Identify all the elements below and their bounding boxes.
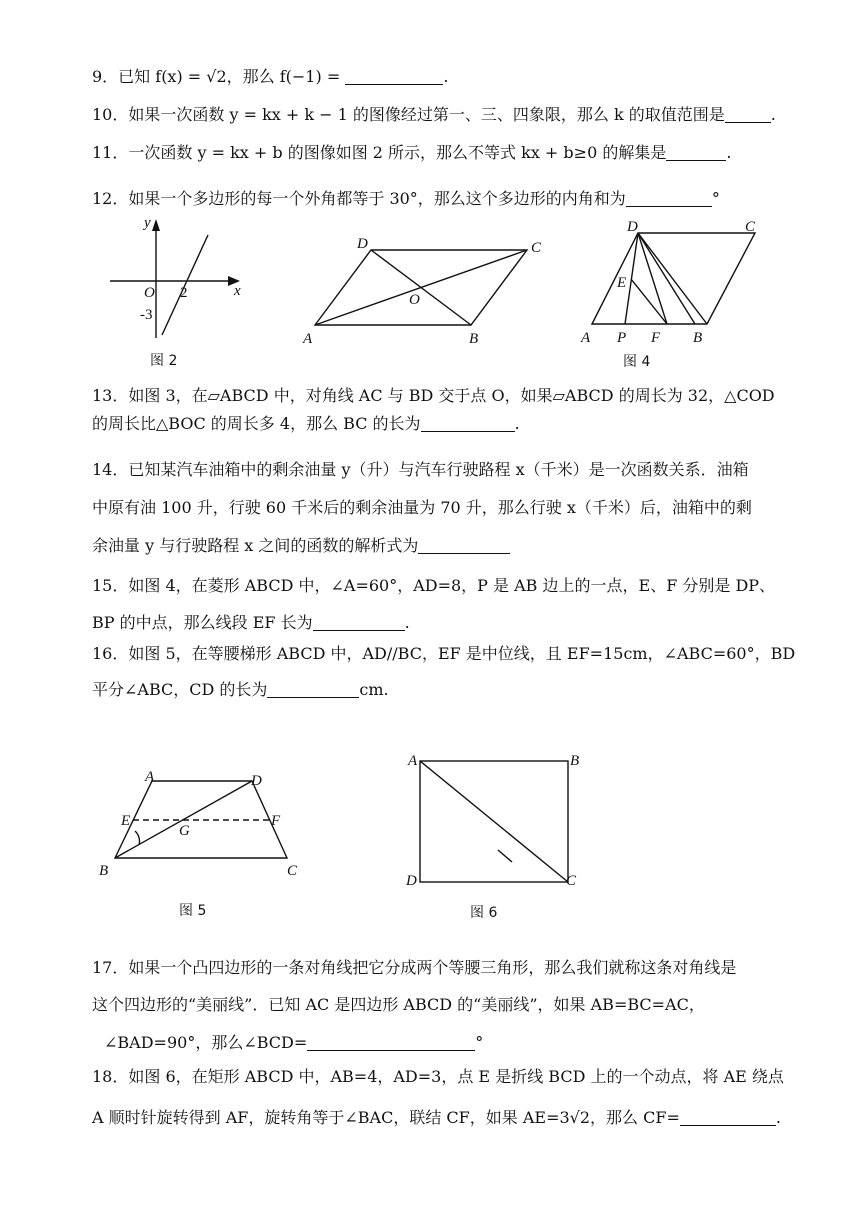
question-15-line-2: BP 的中点，那么线段 EF 长为 . — [92, 613, 410, 632]
answer-blank-15[interactable] — [313, 614, 405, 631]
question-14-line-3: 余油量 y 与行驶路程 x 之间的函数的解析式为 — [92, 535, 510, 557]
angle-mark — [135, 831, 140, 845]
question-18-line-2: A 顺时针旋转得到 AF，旋转角等于∠BAC，联结 CF，如果 AE=3√2，那么 CF= . — [92, 1108, 781, 1127]
segment-df — [638, 233, 667, 324]
question-12: 12．如果一个多边形的每一个外角都等于 30°，那么这个多边形的内角和为 ° — [92, 189, 720, 208]
figure-2-caption: 图 2 — [150, 353, 178, 369]
point-f-label: F — [271, 813, 281, 829]
answer-blank-16[interactable] — [267, 681, 359, 698]
vertex-d-label: D — [357, 236, 368, 252]
figure-6-caption: 图 6 — [470, 905, 498, 921]
point-f-label: F — [651, 330, 661, 346]
vertex-c-label: C — [566, 873, 577, 889]
question-13-line-1: 13．如图 3，在▱ABCD 中，对角线 AC 与 BD 交于点 O，如果▱ABCD 的周长为 32，△COD — [92, 386, 775, 405]
question-14-line-1: 14．已知某汽车油箱中的剩余油量 y（升）与汽车行驶路程 x（千米）是一次函数关系．油箱 — [92, 460, 749, 479]
answer-blank-12[interactable] — [626, 190, 712, 207]
point-p-label: P — [617, 330, 627, 346]
figure-2 — [100, 205, 250, 370]
origin-label: O — [144, 285, 155, 301]
vertex-d-label: D — [627, 219, 638, 235]
vertex-d-label: D — [251, 773, 262, 789]
vertex-c-label: C — [745, 219, 756, 235]
question-17-line-2: 这个四边形的“美丽线”．已知 AC 是四边形 ABCD 的“美丽线”，如果 AB=BC=AC， — [92, 995, 705, 1014]
question-16-line-1: 16．如图 5，在等腰梯形 ABCD 中，AD//BC，EF 是中位线，且 EF=15cm，∠ABC=60°，BD — [92, 644, 796, 663]
segment-ef — [631, 279, 667, 324]
diagonal-bd — [371, 250, 471, 325]
intersection-o-label: O — [409, 292, 420, 308]
question-17-line-1: 17．如果一个凸四边形的一条对角线把它分成两个等腰三角形，那么我们就称这条对角线是 — [92, 958, 737, 977]
x-axis-label: x — [234, 283, 241, 299]
question-10: 10．如果一次函数 y = kx + k − 1 的图像经过第一、三、四象限，那么 k 的取值范围是 . — [92, 105, 776, 124]
figure-5 — [95, 765, 315, 925]
vertex-b-label: B — [570, 753, 580, 769]
vertex-d-label: D — [406, 873, 417, 889]
question-9: 9．已知 f(x) = √2，那么 f(−1) = . — [92, 67, 449, 86]
y-intercept-label: -3 — [140, 307, 153, 323]
question-13-line-2: 的周长比△BOC 的周长多 4，那么 BC 的长为 . — [92, 414, 520, 433]
vertex-a-label: A — [145, 769, 155, 785]
vertex-a-label: A — [581, 330, 591, 346]
point-e-label: E — [121, 813, 131, 829]
vertex-c-label: C — [531, 240, 542, 256]
answer-blank-13[interactable] — [421, 415, 515, 432]
diagonal-db — [638, 233, 707, 324]
answer-blank-17[interactable] — [307, 1034, 475, 1051]
answer-blank-9[interactable] — [345, 68, 443, 85]
trapezoid-abcd — [115, 781, 287, 858]
figure-4-caption: 图 4 — [623, 354, 651, 370]
question-17-line-3: ∠BAD=90°，那么∠BCD= ° — [104, 1033, 484, 1052]
figure-5-caption: 图 5 — [179, 903, 207, 919]
tick-mark — [498, 850, 512, 862]
vertex-b-label: B — [469, 331, 479, 347]
y-axis-label: y — [144, 215, 151, 231]
answer-blank-14[interactable] — [418, 537, 510, 554]
point-g-label: G — [179, 823, 190, 839]
question-16-line-2: 平分∠ABC，CD 的长为 cm. — [92, 680, 389, 699]
point-e-label: E — [617, 275, 627, 291]
vertex-c-label: C — [287, 863, 298, 879]
segment-inner — [638, 233, 695, 324]
answer-blank-10[interactable] — [725, 106, 771, 123]
vertex-a-label: A — [408, 753, 418, 769]
answer-blank-18[interactable] — [680, 1109, 776, 1126]
diagonal-ac — [420, 761, 568, 882]
figure-3 — [295, 232, 555, 347]
vertex-a-label: A — [303, 331, 313, 347]
question-14-line-2: 中原有油 100 升，行驶 60 千米后的剩余油量为 70 升，那么行驶 x（千米）后，油箱中的剩 — [92, 498, 752, 517]
x-intercept-label: 2 — [180, 285, 188, 301]
question-18-line-1: 18．如图 6，在矩形 ABCD 中，AB=4，AD=3，点 E 是折线 BCD 上的一个动点，将 AE 绕点 — [92, 1067, 784, 1086]
question-11: 11．一次函数 y = kx + b 的图像如图 2 所示，那么不等式 kx + b≥0 的解集是 . — [92, 143, 732, 162]
figure-6 — [398, 745, 598, 925]
vertex-b-label: B — [693, 330, 703, 346]
vertex-b-label: B — [99, 863, 109, 879]
figure-4 — [575, 213, 775, 373]
y-axis-arrow-icon — [152, 219, 160, 231]
question-15-line-1: 15．如图 4，在菱形 ABCD 中，∠A=60°，AD=8，P 是 AB 边上的一点，E、F 分别是 DP、 — [92, 576, 776, 595]
answer-blank-11[interactable] — [666, 144, 726, 161]
